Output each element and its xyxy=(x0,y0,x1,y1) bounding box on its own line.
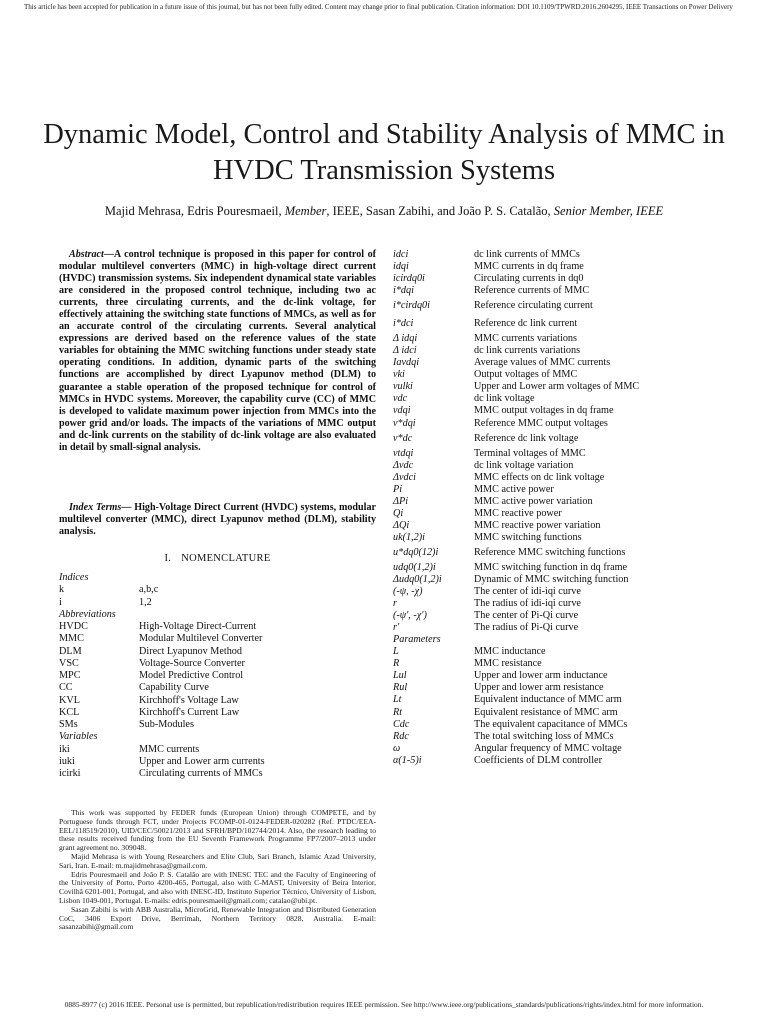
member-grade-2: Senior Member, IEEE xyxy=(553,204,664,218)
header-note: This article has been accepted for publication in a future issue of this journal, but has not been fully edited. Content may change prior to final publication. Citation information: DOI 10.1109/TPWRD.2016.2604295, IEEE Transactions on Power Delivery xyxy=(24,3,733,11)
nomenclature-symbol: Cdc xyxy=(393,718,410,730)
nomenclature-entry xyxy=(393,532,723,544)
nomenclature-entry xyxy=(393,273,723,285)
paper-title: Dynamic Model, Control and Stability Analysis of MMC in HVDC Transmission Systems xyxy=(43,119,725,186)
nomenclature-description: MMC currents variations xyxy=(474,333,577,345)
nomenclature-description: Reference circulating current xyxy=(474,300,593,312)
nomenclature-description: High-Voltage Direct-Current xyxy=(139,621,257,632)
nomenclature-entry xyxy=(393,405,723,417)
nomenclature-symbol: v*dqi xyxy=(393,417,416,429)
nomenclature-description: Sub-Modules xyxy=(139,719,194,730)
nomenclature-entry xyxy=(393,520,723,532)
section-number: I. xyxy=(164,553,172,564)
nomenclature-entry xyxy=(59,670,359,682)
nomenclature-description: Reference dc link voltage xyxy=(474,432,579,444)
nomenclature-entry xyxy=(393,610,723,622)
subheading-text: Indices xyxy=(59,572,89,583)
nomenclature-symbol: icirdq0i xyxy=(393,273,425,285)
nomenclature-symbol: Lul xyxy=(393,670,407,682)
nomenclature-symbol: uk(1,2)i xyxy=(393,531,425,543)
nomenclature-entry xyxy=(59,597,359,609)
footnote-paragraph: Majid Mehrasa is with Young Researchers and Elite Club, Sari Branch, Islamic Azad University, Sari, Iran. E-mail: m.majidmehrasa@gmail.com. xyxy=(59,851,376,870)
nomenclature-entry xyxy=(393,562,723,574)
nomenclature-symbol: VSC xyxy=(59,657,79,669)
nomenclature-entry xyxy=(59,744,359,756)
nomenclature-entry xyxy=(393,670,723,682)
nomenclature-entry xyxy=(393,430,723,448)
member-grade-1: Member xyxy=(284,204,327,218)
nomenclature-description: The radius of idi-iqi curve xyxy=(474,598,581,610)
footnote-paragraph: Sasan Zabihi is with ABB Australia, MicroGrid, Renewable Integration and Distributed Generation CoC, 3406 Export Drive, Berrimah, Northern Territory 0828, Australia. E-mail: sasanzabihi@gmail.com xyxy=(59,904,376,932)
nomenclature-description: Model Predictive Control xyxy=(139,670,244,681)
nomenclature-entry xyxy=(59,633,359,645)
subheading-text: Variables xyxy=(59,731,98,743)
nomenclature-description: Dynamic of MMC switching function xyxy=(474,573,629,585)
index-terms xyxy=(59,502,376,538)
nomenclature-description: Upper and lower arm inductance xyxy=(474,670,608,682)
nomenclature-symbol: ΔPi xyxy=(393,495,409,507)
nomenclature-symbol: iuki xyxy=(59,755,75,767)
nomenclature-description: Terminal voltages of MMC xyxy=(474,447,586,459)
nomenclature-description: Upper and lower arm resistance xyxy=(474,682,604,694)
nomenclature-symbol: u*dq0(12)i xyxy=(393,546,439,558)
nomenclature-description: Kirchhoff's Current Law xyxy=(139,706,240,718)
abstract xyxy=(59,249,376,454)
nomenclature-entry xyxy=(393,719,723,731)
nomenclature-entry xyxy=(59,682,359,694)
nomenclature-description: Average values of MMC currents xyxy=(474,357,611,369)
nomenclature-entry xyxy=(59,621,359,633)
nomenclature-entry xyxy=(393,682,723,694)
nomenclature-left-column xyxy=(59,572,359,780)
nomenclature-description: MMC switching functions xyxy=(474,531,582,543)
nomenclature-symbol: Rul xyxy=(393,682,408,694)
nomenclature-symbol: SMs xyxy=(59,719,78,730)
nomenclature-symbol: (-ψ, -χ) xyxy=(393,586,423,598)
nomenclature-entry xyxy=(393,574,723,586)
nomenclature-description: Equivalent inductance of MMC arm xyxy=(474,694,622,706)
nomenclature-symbol: udq0(1,2)i xyxy=(393,561,436,573)
nomenclature-description: MMC currents in dq frame xyxy=(474,261,584,273)
nomenclature-description: The radius of Pi-Qi curve xyxy=(474,622,579,634)
nomenclature-entry xyxy=(393,249,723,261)
nomenclature-entry xyxy=(59,646,359,658)
footnote-paragraph: Edris Pouresmaeil and João P. S. Catalão are with INESC TEC and the Faculty of Engineering of the University of Porto, Porto 4200-465, Portugal, also with C-MAST, University of Beira Interior, Covilhã 6201-001, Portugal, and also with INESC-ID, Instituto Superior Técnico, University of Lisbon, Lisbon 1049-001, Portugal. E-mails: edris.pouresmaeil@gmail.com; catalao@ubi.pt. xyxy=(59,869,376,905)
nomenclature-entry xyxy=(393,544,723,562)
nomenclature-symbol: i*dci xyxy=(393,318,414,330)
nomenclature-symbol: vki xyxy=(393,369,405,381)
nomenclature-description: MMC active power xyxy=(474,483,554,495)
nomenclature-symbol: (-ψ', -χ') xyxy=(393,610,427,622)
nomenclature-symbol: R xyxy=(393,658,400,670)
nomenclature-description: The equivalent capacitance of MMCs xyxy=(474,718,628,730)
nomenclature-symbol: Rt xyxy=(393,706,403,718)
nomenclature-description: MMC output voltages in dq frame xyxy=(474,405,614,417)
nomenclature-symbol: idqi xyxy=(393,261,409,273)
nomenclature-description: Equivalent resistance of MMC arm xyxy=(474,706,618,718)
nomenclature-description: MMC resistance xyxy=(474,658,542,670)
nomenclature-description: Upper and Lower arm currents xyxy=(139,755,265,767)
nomenclature-entry xyxy=(393,285,723,297)
nomenclature-subheading xyxy=(59,609,359,621)
nomenclature-symbol: Rdc xyxy=(393,730,409,742)
subheading-text: Abbreviations xyxy=(59,608,116,620)
nomenclature-symbol: KVL xyxy=(59,694,80,706)
nomenclature-symbol: Δudq0(1,2)i xyxy=(393,573,442,585)
nomenclature-symbol: HVDC xyxy=(59,621,88,632)
nomenclature-description: dc link currents variations xyxy=(474,345,581,357)
authors-line-part-1: Majid Mehrasa, Edris Pouresmaeil, xyxy=(104,204,285,218)
nomenclature-entry xyxy=(393,393,723,405)
nomenclature-description: 1,2 xyxy=(139,596,152,608)
nomenclature-symbol: MMC xyxy=(59,633,84,645)
nomenclature-description: The center of idi-iqi curve xyxy=(474,586,581,598)
nomenclature-description: Coefficients of DLM controller xyxy=(474,754,602,766)
nomenclature-symbol: vdqi xyxy=(393,405,411,417)
nomenclature-entry xyxy=(393,297,723,315)
nomenclature-entry xyxy=(393,345,723,357)
nomenclature-entry xyxy=(393,731,723,743)
nomenclature-description: dc link voltage variation xyxy=(474,459,574,471)
nomenclature-description: MMC currents xyxy=(139,743,200,755)
nomenclature-entry xyxy=(393,369,723,381)
nomenclature-entry xyxy=(393,261,723,273)
nomenclature-description: a,b,c xyxy=(139,584,159,596)
nomenclature-entry xyxy=(393,496,723,508)
nomenclature-subheading xyxy=(59,731,359,743)
index-terms-text: — High-Voltage Direct Current (HVDC) systems, modular multilevel converter (MMC), direct Lyapunov method (DLM), stability analysis. xyxy=(59,502,376,538)
nomenclature-symbol: vulki xyxy=(393,381,413,393)
nomenclature-entry xyxy=(59,584,359,596)
nomenclature-entry xyxy=(393,586,723,598)
nomenclature-description: MMC reactive power xyxy=(474,507,562,519)
nomenclature-entry xyxy=(393,658,723,670)
nomenclature-entry xyxy=(393,694,723,706)
nomenclature-symbol: k xyxy=(59,584,65,596)
nomenclature-entry xyxy=(393,418,723,430)
nomenclature-entry xyxy=(59,768,359,780)
subheading-text: Parameters xyxy=(393,634,441,646)
nomenclature-entry xyxy=(393,448,723,460)
nomenclature-description: Kirchhoff's Voltage Law xyxy=(139,694,239,706)
nomenclature-entry xyxy=(393,646,723,658)
nomenclature-right-column xyxy=(393,249,723,767)
copyright-footer: 0885-8977 (c) 2016 IEEE. Personal use is permitted, but republication/redistribution requires IEEE permission. See http://www.ieee.org/publications_standards/publications/rights/index.html for more information. xyxy=(64,1000,704,1009)
nomenclature-description: MMC reactive power variation xyxy=(474,519,601,531)
nomenclature-description: Voltage-Source Converter xyxy=(139,657,245,669)
nomenclature-description: The center of Pi-Qi curve xyxy=(474,610,579,622)
nomenclature-symbol: idci xyxy=(393,249,409,260)
author-list xyxy=(40,203,728,219)
nomenclature-description: dc link voltage xyxy=(474,393,535,405)
nomenclature-symbol: i*cirdq0i xyxy=(393,300,430,312)
nomenclature-entry xyxy=(393,598,723,610)
nomenclature-entry xyxy=(59,756,359,768)
nomenclature-symbol: i xyxy=(59,596,62,608)
abstract-text: —A control technique is proposed in this paper for control of modular multilevel converters (MMC) in high-voltage direct current (HVDC) transmission systems. Six independent dynamical state variables are considered in the proposed control technique, including two ac currents, three circulating currents, and the dc-link voltage, for effectively attaining the switching state functions of MMCs, as well as for an accurate control of the circulating currents. Several analytical expressions are derived based on the reference values of the state variables for obtaining the MMC switching functions under steady state operating conditions. In addition, dynamic parts of the switching functions are accomplished by direct Lyapunov method (DLM) to guarantee a stable operation of the proposed technique for control of MMCs in HVDC systems. Moreover, the capability curve (CC) of MMC is developed to validate maximum power injection from MMCs into the power grid and/or loads. The impacts of the variations of MMC output and dc-link currents on the stability of dc-link voltage are also evaluated in detail by small-signal analysis. xyxy=(59,249,376,453)
nomenclature-symbol: i*dqi xyxy=(393,285,414,297)
nomenclature-description: Circulating currents in dq0 xyxy=(474,273,584,285)
nomenclature-description: Capability Curve xyxy=(139,682,209,694)
nomenclature-symbol: Δvdci xyxy=(393,471,416,483)
nomenclature-symbol: α(1-5)i xyxy=(393,754,422,766)
nomenclature-description: Upper and Lower arm voltages of MMC xyxy=(474,381,640,393)
section-heading-nomenclature xyxy=(59,553,376,565)
nomenclature-symbol: MPC xyxy=(59,670,81,681)
section-title: NOMENCLATURE xyxy=(181,553,271,564)
nomenclature-entry xyxy=(393,508,723,520)
nomenclature-entry xyxy=(393,333,723,345)
footnote-paragraph: This work was supported by FEDER funds (European Union) through COMPETE, and by Portuguese funds through FCT, under Projects FCOMP-01-0124-FEDER-020282 (Ref. PTDC/EEA-EEL/118519/2010), UID/CEC/50021/2013 and SFRH/BPD/102744/2014. Also, the research leading to these results received funding from the EU Seventh Framework Programme FP7/2007–2013 under grant agreement no. 309048. xyxy=(59,808,376,853)
nomenclature-entry xyxy=(393,622,723,634)
footnotes xyxy=(59,809,376,932)
nomenclature-entry xyxy=(393,484,723,496)
authors-line-part-2: , IEEE, Sasan Zabihi, and João P. S. Catalão, xyxy=(326,204,554,218)
nomenclature-symbol: ω xyxy=(393,742,401,754)
nomenclature-entry xyxy=(59,658,359,670)
nomenclature-entry xyxy=(59,719,359,731)
nomenclature-symbol: r' xyxy=(393,622,400,634)
nomenclature-entry xyxy=(393,357,723,369)
nomenclature-symbol: Pi xyxy=(393,483,403,495)
nomenclature-entry xyxy=(59,695,359,707)
nomenclature-description: Circulating currents of MMCs xyxy=(139,768,263,779)
nomenclature-description: dc link currents of MMCs xyxy=(474,249,580,260)
nomenclature-description: MMC switching function in dq frame xyxy=(474,561,628,573)
nomenclature-symbol: Lt xyxy=(393,694,402,706)
nomenclature-description: Angular frequency of MMC voltage xyxy=(474,742,622,754)
nomenclature-symbol: icirki xyxy=(59,768,81,779)
nomenclature-symbol: vdc xyxy=(393,393,408,405)
nomenclature-description: MMC inductance xyxy=(474,646,546,658)
nomenclature-symbol: L xyxy=(393,646,399,658)
nomenclature-subheading xyxy=(393,634,723,646)
nomenclature-symbol: Δvdc xyxy=(393,459,414,471)
nomenclature-description: Output voltages of MMC xyxy=(474,369,578,381)
nomenclature-description: Reference MMC output voltages xyxy=(474,417,608,429)
nomenclature-symbol: ΔQi xyxy=(393,519,410,531)
nomenclature-symbol: Qi xyxy=(393,507,404,519)
nomenclature-symbol: vtdqi xyxy=(393,447,414,459)
nomenclature-description: Reference currents of MMC xyxy=(474,285,590,297)
nomenclature-description: MMC active power variation xyxy=(474,495,593,507)
index-terms-label: Index Terms xyxy=(69,502,122,513)
nomenclature-entry xyxy=(393,460,723,472)
nomenclature-description: Direct Lyapunov Method xyxy=(139,645,242,657)
nomenclature-subheading xyxy=(59,572,359,584)
nomenclature-symbol: Δ idqi xyxy=(393,333,418,345)
nomenclature-description: MMC effects on dc link voltage xyxy=(474,471,605,483)
nomenclature-symbol: iki xyxy=(59,743,70,755)
nomenclature-entry xyxy=(59,707,359,719)
nomenclature-symbol: DLM xyxy=(59,645,82,657)
nomenclature-description: The total switching loss of MMCs xyxy=(474,730,614,742)
nomenclature-symbol: CC xyxy=(59,682,73,694)
nomenclature-symbol: v*dc xyxy=(393,432,413,444)
nomenclature-entry xyxy=(393,743,723,755)
nomenclature-entry xyxy=(393,315,723,333)
abstract-label: Abstract xyxy=(69,249,104,260)
nomenclature-entry xyxy=(393,755,723,767)
nomenclature-entry xyxy=(393,472,723,484)
nomenclature-description: Reference MMC switching functions xyxy=(474,546,626,558)
nomenclature-symbol: KCL xyxy=(59,706,80,718)
nomenclature-symbol: Iavdqi xyxy=(393,357,420,369)
nomenclature-description: Modular Multilevel Converter xyxy=(139,633,263,645)
nomenclature-symbol: Δ idci xyxy=(393,345,417,357)
nomenclature-description: Reference dc link current xyxy=(474,318,578,330)
nomenclature-symbol: r xyxy=(393,598,397,610)
nomenclature-entry xyxy=(393,381,723,393)
nomenclature-entry xyxy=(393,707,723,719)
